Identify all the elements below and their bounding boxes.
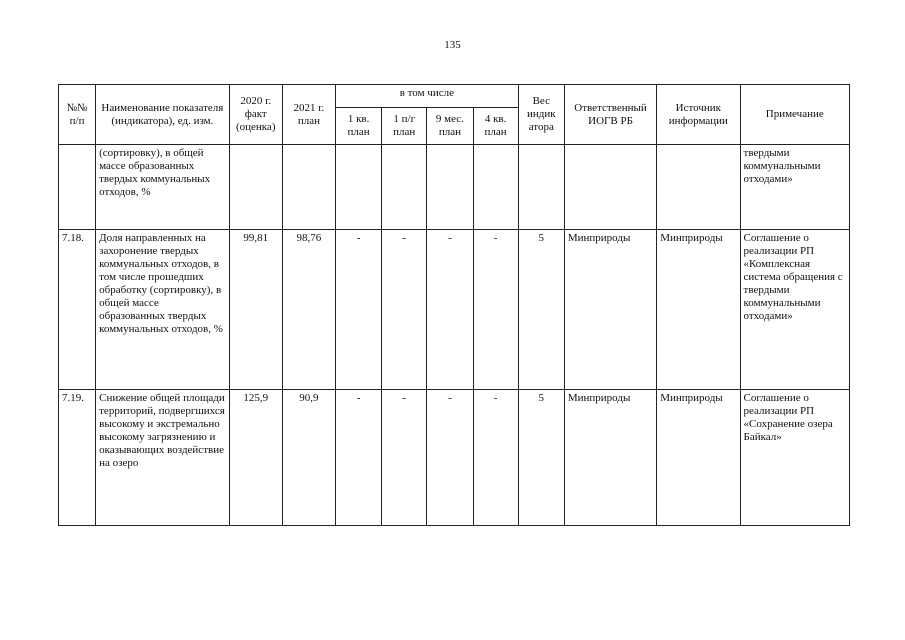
cell-responsible <box>564 145 656 230</box>
cell-fact-2020: 125,9 <box>229 390 282 526</box>
header-including: в том числе <box>336 85 519 108</box>
cell-num: 7.19. <box>59 390 96 526</box>
header-responsible: Ответственный ИОГВ РБ <box>564 85 656 145</box>
header-plan-2021: 2021 г. план <box>282 85 335 145</box>
header-fact-2020: 2020 г. факт (оценка) <box>229 85 282 145</box>
cell-name: (сортировку), в общей массе образованных твердых коммунальных отходов, % <box>96 145 230 230</box>
table-row <box>59 230 850 390</box>
cell-note: Соглашение о реализации РП «Комплексная система обращения с твердыми коммунальными отходами» <box>740 230 849 390</box>
cell-num: 7.18. <box>59 230 96 390</box>
cell-responsible: Минприроды <box>564 390 656 526</box>
cell-m9: - <box>427 230 473 390</box>
cell-h1: - <box>382 230 427 390</box>
cell-fact-2020: 99,81 <box>229 230 282 390</box>
cell-note: Соглашение о реализации РП «Сохранение озера Байкал» <box>740 390 849 526</box>
cell-q1: - <box>336 390 382 526</box>
cell-responsible: Минприроды <box>564 230 656 390</box>
cell-h1 <box>382 145 427 230</box>
header-weight: Вес индик атора <box>518 85 564 145</box>
page-number: 135 <box>444 39 461 51</box>
cell-plan-2021 <box>282 145 335 230</box>
header-q4: 4 кв. план <box>473 108 518 145</box>
cell-q4: - <box>473 390 518 526</box>
cell-source: Минприроды <box>657 230 740 390</box>
header-m9: 9 мес. план <box>427 108 473 145</box>
cell-plan-2021: 98,76 <box>282 230 335 390</box>
cell-source: Минприроды <box>657 390 740 526</box>
header-name: Наименование показателя (индикатора), ед. изм. <box>96 85 230 145</box>
cell-h1: - <box>382 390 427 526</box>
cell-m9: - <box>427 390 473 526</box>
cell-q4 <box>473 145 518 230</box>
cell-fact-2020 <box>229 145 282 230</box>
cell-q1 <box>336 145 382 230</box>
cell-num <box>59 145 96 230</box>
header-note: Примечание <box>740 85 849 145</box>
cell-q1: - <box>336 230 382 390</box>
cell-name: Доля направленных на захоронение твердых коммунальных отходов, в том числе прошедших обработку (сортировку), в общей массе образованных твердых коммунальных отходов, % <box>96 230 230 390</box>
cell-m9 <box>427 145 473 230</box>
header-h1: 1 п/г план <box>382 108 427 145</box>
table-row <box>59 390 850 526</box>
cell-plan-2021: 90,9 <box>282 390 335 526</box>
header-num: №№ п/п <box>59 85 96 145</box>
header-source: Источник информации <box>657 85 740 145</box>
cell-q4: - <box>473 230 518 390</box>
indicators-table <box>58 84 850 526</box>
cell-source <box>657 145 740 230</box>
cell-weight: 5 <box>518 390 564 526</box>
cell-weight: 5 <box>518 230 564 390</box>
cell-weight <box>518 145 564 230</box>
cell-note: твердыми коммунальными отходами» <box>740 145 849 230</box>
header-q1: 1 кв. план <box>336 108 382 145</box>
table-row <box>59 145 850 230</box>
cell-name: Снижение общей площади территорий, подвергшихся высокому и экстремально высокому загрязнению и оказывающих воздействие на озеро <box>96 390 230 526</box>
